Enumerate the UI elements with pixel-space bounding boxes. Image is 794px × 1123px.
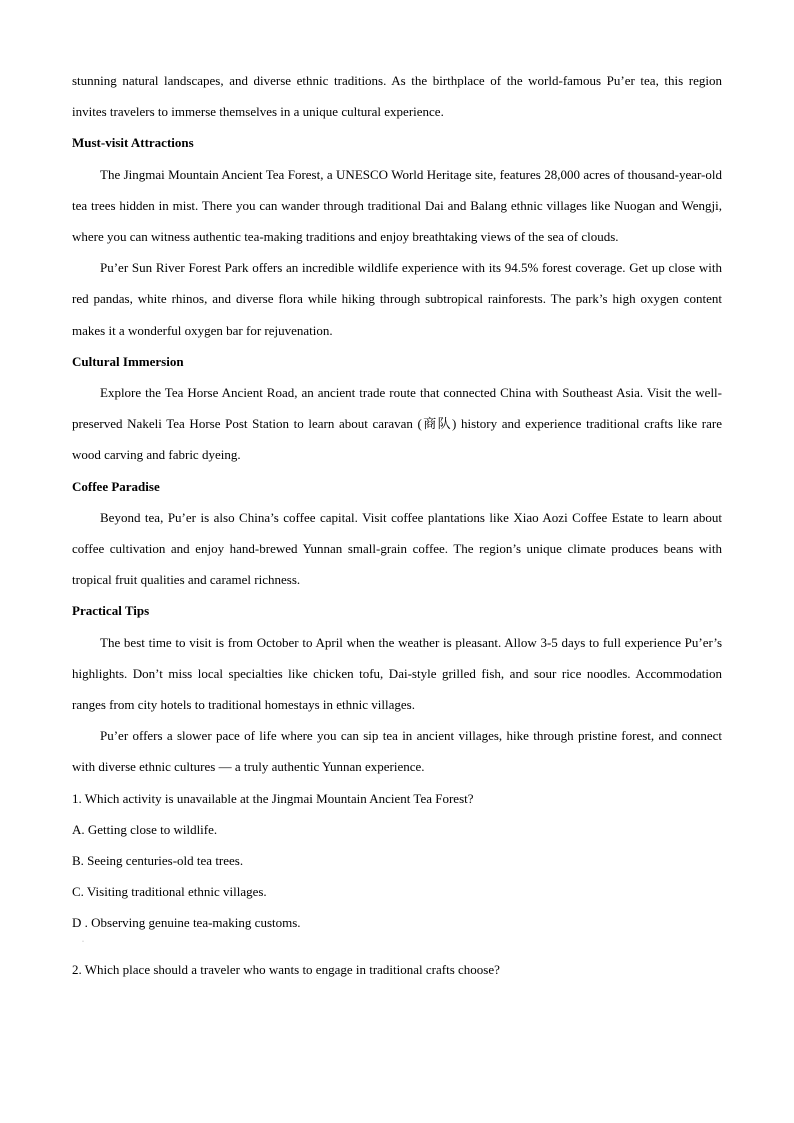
question-1-option-d: D . Observing genuine tea-making customs. xyxy=(72,915,301,931)
paragraph-conclusion: Pu’er offers a slower pace of life where you can sip tea in ancient villages, hike through pristine forest, and connect with diverse ethnic cultures — a truly authentic Yunnan experience. xyxy=(72,728,722,775)
section-heading-attractions: Must-visit Attractions xyxy=(72,135,194,151)
paragraph-sun-river: Pu’er Sun River Forest Park offers an incredible wildlife experience with its 94.5% forest coverage. Get up close with red pandas, white rhinos, and diverse flora while hiking through subtropical rainforests. The park’s high oxygen content makes it a wonderful oxygen bar for rejuvenation. xyxy=(72,260,722,338)
question-1-option-b: B. Seeing centuries-old tea trees. xyxy=(72,853,244,869)
question-1-option-a: A. Getting close to wildlife. xyxy=(72,821,218,837)
section-heading-tips: Practical Tips xyxy=(72,603,150,619)
question-1-option-c: C. Visiting traditional ethnic villages. xyxy=(72,884,267,900)
question-2-stem: 2. Which place should a traveler who wants to engage in traditional crafts choose? xyxy=(72,961,500,977)
section-heading-coffee: Coffee Paradise xyxy=(72,478,160,494)
question-1-stem: 1. Which activity is unavailable at the Jingmai Mountain Ancient Tea Forest? xyxy=(72,790,474,806)
paragraph-jingmai: The Jingmai Mountain Ancient Tea Forest, a UNESCO World Heritage site, features 28,000 acres of thousand-year-old tea trees hidden in mist. There you can wander through traditional Dai and Balang ethnic villages like Nuogan and Wengji, where you can witness authentic tea-making traditions and enjoy breathtaking views of the sea of clouds. xyxy=(72,166,722,245)
spacer xyxy=(72,945,722,954)
paragraph-coffee: Beyond tea, Pu’er is also China’s coffee capital. Visit coffee plantations like Xiao Aozi Coffee Estate to learn about coffee cultivation and enjoy hand-brewed Yunnan small-grain coffee. The region’s unique climate produces beans with tropical fruit qualities and caramel richness. xyxy=(72,509,722,588)
intro-paragraph: stunning natural landscapes, and diverse ethnic traditions. As the birthplace of the world-famous Pu’er tea, this region invites travelers to immerse themselves in a unique cultural experience. xyxy=(72,73,722,120)
paragraph-tea-horse-road: Explore the Tea Horse Ancient Road, an ancient trade route that connected China with Southeast Asia. Visit the well-preserved Nakeli Tea Horse Post Station to learn about caravan (商队) history and experience traditional crafts like rare wood carving and fabric dyeing. xyxy=(72,385,722,463)
section-heading-culture: Cultural Immersion xyxy=(72,353,184,369)
stray-mark: · xyxy=(82,938,84,945)
paragraph-best-time: The best time to visit is from October to April when the weather is pleasant. Allow 3-5 days to full experience Pu’er’s highlights. Don’t miss local specialties like chicken tofu, Dai-style grilled fish, and sour rice noodles. Accommodation ranges from city hotels to traditional homestays in ethnic villages. xyxy=(72,634,722,713)
